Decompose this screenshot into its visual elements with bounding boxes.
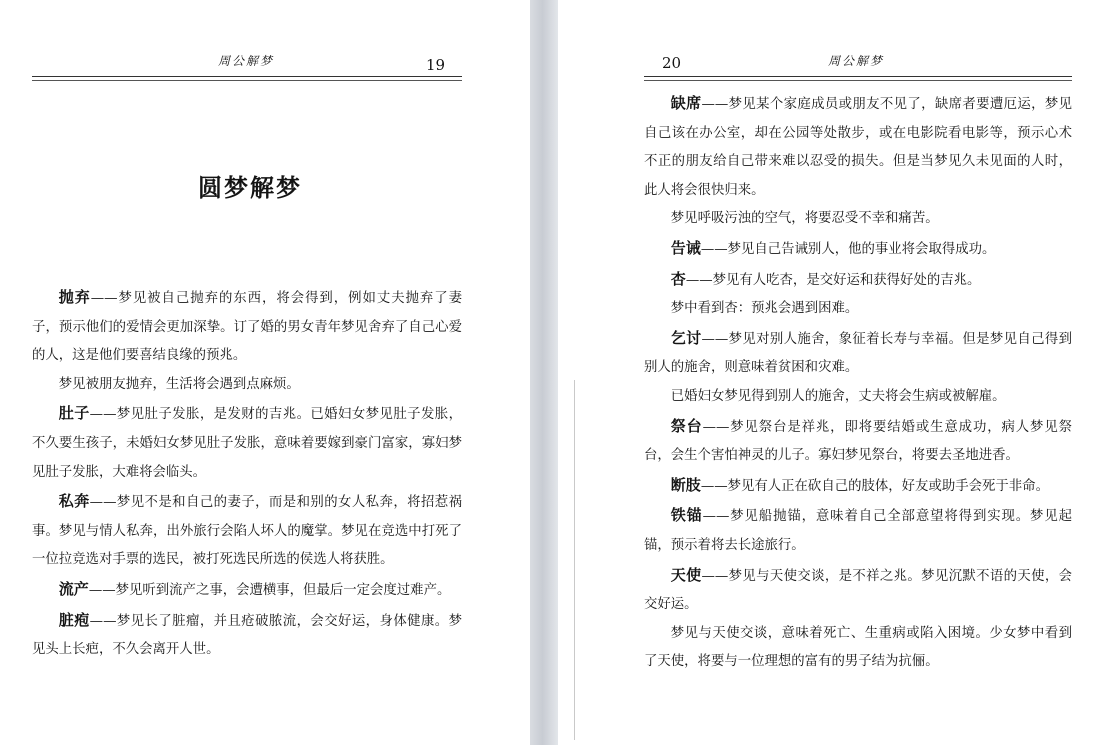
entry-text: ——梦见船抛锚，意味着自己全部意望将得到实现。梦见起锚，预示着将去长途旅行。: [644, 509, 1072, 553]
entry-text: 梦见呼吸污浊的空气，将要忍受不幸和痛苦。: [670, 211, 939, 227]
dream-entry: [644, 234, 1072, 265]
entry-text: ——梦见祭台是祥兆，即将要结婚或生意成功，病人梦见祭台，会生个害怕神灵的儿子。寡妇梦见祭台，将要去圣地进香。: [644, 419, 1072, 464]
header-rule-right: [644, 76, 1072, 77]
dream-entry: [32, 399, 462, 487]
entry-text: 已婚妇女梦见得到别人的施舍，丈夫将会生病或被解雇。: [670, 388, 1006, 404]
entry-keyword: 流产: [58, 579, 89, 598]
entry-text: ——梦见有人吃杏，是交好运和获得好处的吉兆。: [685, 272, 981, 288]
page-number-right: 20: [662, 54, 682, 72]
entry-text: ——梦见肚子发胀，是发财的吉兆。已婚妇女梦见肚子发胀，不久要生孩子，未婚妇女梦见肚子发胀，意味着要嫁到豪门富家，寡妇梦见肚子发胀，大难将会临头。: [32, 407, 462, 480]
entry-text: ——梦见有人正在砍自己的肢体，好友或助手会死于非命。: [700, 478, 1049, 494]
entry-keyword: 天使: [670, 565, 702, 584]
entry-keyword: 脏疱: [58, 610, 90, 629]
dream-entry: [644, 501, 1072, 560]
dream-entry: [644, 295, 1072, 324]
entry-keyword: 抛弃: [58, 288, 91, 306]
dream-entry: [32, 575, 462, 606]
dream-entry: [644, 205, 1072, 234]
entry-text: ——梦见自己告诫别人，他的事业将会取得成功。: [700, 241, 996, 257]
entry-text: 梦见与天使交谈，意味着死亡、生重病或陷入困境。少女梦中看到了天使，将要与一位理想的富有的男子结为抗俪。: [644, 625, 1072, 670]
dream-entry: [32, 487, 462, 575]
entry-text: 梦见被朋友抛弃，生活将会遇到点麻烦。: [58, 376, 300, 392]
entry-keyword: 祭台: [670, 416, 703, 435]
entry-text: ——梦见长了脏瘤，并且疮破脓流，会交好运，身体健康。梦见头上长疤，不久会离开人世。: [32, 613, 462, 658]
entry-keyword: 私奔: [58, 492, 90, 511]
entry-keyword: 杏: [670, 269, 686, 288]
left-page: [0, 0, 530, 745]
entry-text: 梦中看到杏：预兆会遇到困难。: [670, 301, 859, 317]
entry-text: ——梦见对别人施舍，象征着长寿与幸福。但是梦见自己得到别人的施舍，则意味着贫困和灾难。: [644, 331, 1072, 376]
running-head-left: 周公解梦: [218, 54, 275, 68]
header-rule-left-secondary: [32, 80, 462, 81]
entry-text: ——梦见某个家庭成员或朋友不见了，缺席者要遭厄运，梦见自己该在办公室，却在公园等处散步，或在电影院看电影等，预示心术不正的朋友给自己带来难以忍受的损失。但是当梦见久未见面的人时，此人将会很快归来。: [644, 97, 1072, 198]
entry-keyword: 肚子: [58, 404, 90, 423]
scan-artifact-line: [574, 380, 575, 740]
dream-entry: [32, 606, 462, 665]
dream-entry: [644, 412, 1072, 471]
entry-keyword: 断肢: [670, 475, 701, 494]
entry-keyword: 铁锚: [670, 506, 703, 525]
left-page-body: [32, 283, 462, 665]
entry-text: ——梦见不是和自己的妻子，而是和别的女人私奔，将招惹祸事。梦见与情人私奔，出外旅行会陷人坏人的魔掌。梦见在竞选中打死了一位拉竞选对手票的选民，被打死选民所选的侯选人将获胜。: [32, 495, 462, 568]
dream-entry: [644, 324, 1072, 383]
dream-entry: [644, 89, 1072, 205]
dream-entry: [644, 471, 1072, 502]
right-page: [558, 0, 1107, 745]
right-page-body: [644, 89, 1072, 677]
page-gutter: [530, 0, 558, 745]
dream-entry: [644, 561, 1072, 620]
entry-text: ——梦见听到流产之事，会遭横事，但最后一定会度过难产。: [88, 582, 451, 598]
chapter-title: 圆梦解梦: [198, 174, 302, 202]
entry-text: ——梦见与天使交谈，是不祥之兆。梦见沉默不语的天使，会交好运。: [644, 568, 1072, 613]
entry-keyword: 乞讨: [670, 328, 702, 347]
dream-entry: [644, 620, 1072, 677]
dream-entry: [32, 283, 462, 371]
entry-text: ——梦见被自己抛弃的东西，将会得到，例如丈夫抛弃了妻子，预示他们的爱情会更加深挚。订了婚的男女青年梦见舍弃了自己心爱的人，这是他们要喜结良缘的预兆。: [32, 291, 462, 364]
dream-entry: [644, 383, 1072, 412]
dream-entry: [644, 265, 1072, 296]
running-head-right: 周公解梦: [828, 54, 885, 68]
header-rule-left: [32, 76, 462, 77]
entry-keyword: 告诫: [670, 238, 701, 257]
dream-entry: [32, 371, 462, 400]
header-rule-right-secondary: [644, 80, 1072, 81]
entry-keyword: 缺席: [670, 94, 702, 112]
page-number-left: 19: [426, 56, 446, 74]
